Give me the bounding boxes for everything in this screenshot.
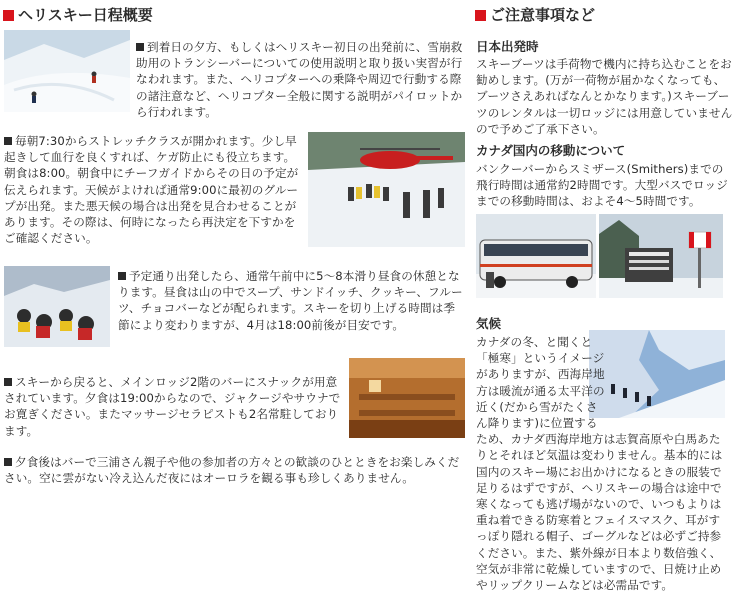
subheading-domestic-travel: カナダ国内の移動について: [476, 143, 626, 158]
schedule-item-1: [136, 39, 464, 120]
domestic-travel-text: バンクーバーからスミザース(Smithers)までの飛行時間は通常約2時間です。大型バスでロッジまでの移動時間は、およそ4〜5時間です。: [476, 162, 728, 209]
section-heading-notes: [475, 6, 595, 24]
photo-bus: [476, 214, 596, 298]
item-text: 予定通り出発したら、通常午前中に5〜8本滑り昼食の休憩となります。昼食は山の中でスープ、サンドイッチ、クッキー、フルーツ、チョコバーなどが配られます。スキーを切り上げる時間は季節により変わりますが、4月は18:00前後が目安です。: [118, 269, 463, 332]
bullet: [4, 458, 12, 466]
float-spacer: [608, 334, 726, 422]
bullet: [118, 272, 126, 280]
subheading-departure: 日本出発時: [476, 39, 539, 54]
photo-helicopter-group: [308, 132, 465, 247]
bullet: [4, 137, 12, 145]
schedule-item-3: [118, 268, 464, 333]
schedule-item-5: [4, 454, 466, 486]
schedule-item-4: [4, 374, 346, 439]
photo-sauna: [349, 358, 465, 438]
bullet: [4, 378, 12, 386]
climate-body: カナダの冬、と聞くと「極寒」というイメージがありますが、西海岸地方は暖流が通る太平洋の近く(だから雪がたくさん降ります)に位置するため、カナダ西海岸地方は志賀高原や白馬あたりとそれほど気温は変わりません。基本的には国内のスキー場にお出かけになるときの服装で足りるはずですが、ヘリスキーの場合は途中で寒くなっても逃げ場がないので、いつもよりは重ね着できる防寒着とフェイスマスク、耳がすっぽり隠れる帽子、ゴーグルなどは必ずご持参ください。また、紫外線が日本より数倍強く、空気が非常に乾燥していますので、日焼け止めやリップクリームなどは必需品です。: [476, 335, 723, 593]
item-text: スキーから戻ると、メインロッジ2階のバーにスナックが用意されています。夕食は19:00からなので、ジャクージやサウナでお寛ぎください。またマッサージセラピストも2名常駐しております。: [4, 375, 341, 438]
red-square-marker: [3, 10, 14, 21]
schedule-item-2: [4, 133, 304, 246]
subheading-climate: 気候: [476, 316, 502, 331]
photo-skiers-slope: [4, 30, 130, 112]
bullet: [136, 43, 144, 51]
climate-text: [476, 334, 726, 593]
item-text: 毎朝7:30からストレッチクラスが開かれます。少し早起きして血行を良くすれば、ケガ防止にも役立ちます。朝食は8:00。朝食中にチーフガイドからその日の予定が伝えられます。天候がよければ通常9:00に最初のグループが出発。また悪天候の場合は出発を見合わせることがあります。その際は、何時になったら再決定を下すかをご確認ください。: [4, 134, 299, 246]
item-text: 到着日の夕方、もしくはヘリスキー初日の出発前に、雪崩救助用のトランシーバーについての使用説明と取り扱い実習が行なわれます。また、ヘリコプターへの乗降や周辺で行動する際の諸注意など、ヘリコプター全般に関する説明がパイロットから行われます。: [136, 40, 463, 119]
item-text: 夕食後はバーで三浦さん親子や他の参加者の方々との歓談のひとときをお楽しみください。空に雲がない冷え込んだ夜にはオーロラを観る事も珍しくありません。: [4, 455, 460, 486]
departure-text: スキーブーツは手荷物で機内に持ち込むことをお勧めします。(万が一荷物が届かなくなっても、ブーツさえあればなんとかなります。)スキーブーツのレンタルは一切ロッジには用意していませんので予めご了承下さい。: [476, 57, 733, 136]
red-square-marker: [475, 10, 486, 21]
heading-text: ご注意事項など: [490, 6, 596, 24]
photo-lodge-sign: [599, 214, 723, 298]
heading-text: ヘリスキー日程概要: [18, 6, 153, 24]
section-heading-schedule: [3, 6, 153, 24]
photo-mountain-lunch: [4, 266, 110, 347]
